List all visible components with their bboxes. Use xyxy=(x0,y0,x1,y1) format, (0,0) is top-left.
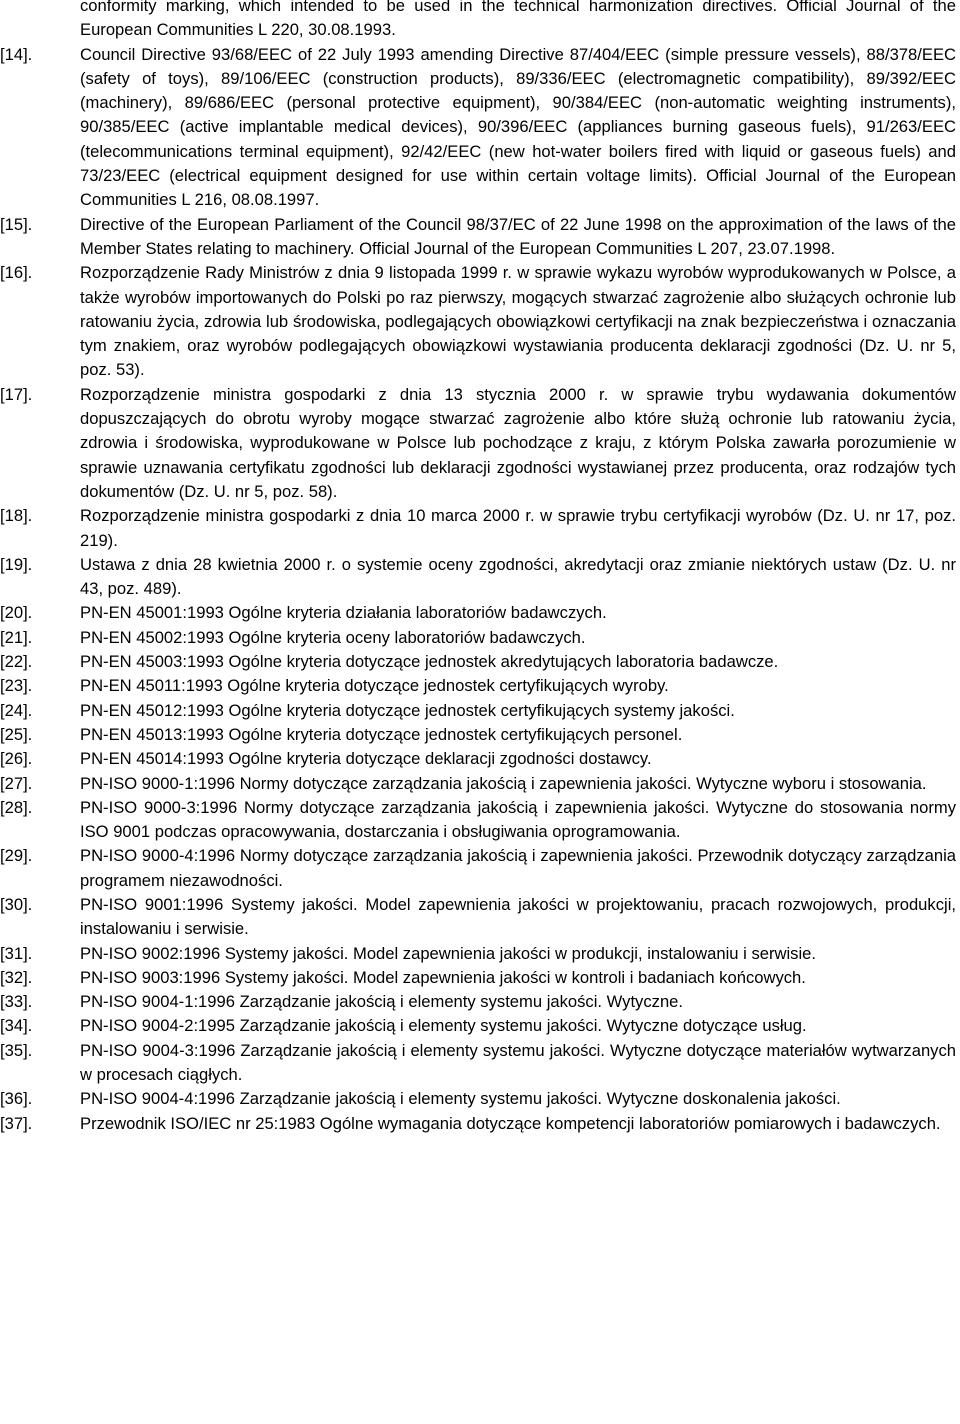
reference-item xyxy=(0,650,956,674)
reference-item xyxy=(0,0,956,43)
reference-number: [28]. xyxy=(0,797,33,817)
reference-text: PN-EN 45003:1993 Ogólne kryteria dotyczące jednostek akredytujących laboratoria badawcze. xyxy=(80,652,779,672)
reference-item xyxy=(0,1014,956,1038)
reference-item xyxy=(0,796,956,845)
reference-text: Council Directive 93/68/EEC of 22 July 1993 amending Directive 87/404/EEC (simple pressure vessels), 88/378/EEC (safety of toys), 89/106/EEC (construction products), 89/336/EEC (electromagnetic compatibility), 89/392/EEC (machinery), 89/686/EEC (personal protective equipment), 90/384/EEC (non-automatic weighting instruments), 90/385/EEC (active implantable medical devices), 90/396/EEC (appliances burning gaseous fuels), 91/263/EEC (telecommunications terminal equipment), 92/42/EEC (new hot-water boilers fired with liquid or gaseous fuels) and 73/23/EEC (electrical equipment designed for use within certain voltage limits). Official Journal of the European Communities L 216, 08.08.1997. xyxy=(80,44,956,210)
reference-item xyxy=(0,213,956,262)
reference-number: [37]. xyxy=(0,1113,33,1133)
reference-text: PN-ISO 9004-1:1996 Zarządzanie jakością i elementy systemu jakości. Wytyczne. xyxy=(80,992,684,1012)
reference-number: [31]. xyxy=(0,943,33,963)
reference-text: PN-EN 45002:1993 Ogólne kryteria oceny laboratoriów badawczych. xyxy=(80,627,586,647)
reference-text: PN-ISO 9004-4:1996 Zarządzanie jakością i elementy systemu jakości. Wytyczne doskonalenia jakości. xyxy=(80,1089,841,1109)
reference-number: [22]. xyxy=(0,652,33,672)
reference-item xyxy=(0,966,956,990)
reference-text: PN-ISO 9000-3:1996 Normy dotyczące zarządzania jakością i zapewnienia jakości. Wytyczne do stosowania normy ISO 9001 podczas opracowywania, dostarczania i obsługiwania oprogramowania. xyxy=(80,797,956,842)
reference-number: [33]. xyxy=(0,992,33,1012)
reference-number: [15]. xyxy=(0,214,33,234)
reference-number: [32]. xyxy=(0,967,33,987)
reference-number: [29]. xyxy=(0,846,33,866)
reference-number: [24]. xyxy=(0,700,33,720)
reference-number: [27]. xyxy=(0,773,33,793)
reference-number: [21]. xyxy=(0,627,33,647)
reference-item xyxy=(0,699,956,723)
reference-number: [16]. xyxy=(0,263,33,283)
reference-text: PN-ISO 9004-3:1996 Zarządzanie jakością i elementy systemu jakości. Wytyczne dotyczące materiałów wytwarzanych w procesach ciągłych. xyxy=(80,1040,956,1085)
reference-text: PN-EN 45001:1993 Ogólne kryteria działania laboratoriów badawczych. xyxy=(80,603,607,623)
reference-number: [30]. xyxy=(0,894,33,914)
reference-text: PN-ISO 9000-1:1996 Normy dotyczące zarządzania jakością i zapewnienia jakości. Wytyczne wyboru i stosowania. xyxy=(80,773,927,793)
reference-text: Directive of the European Parliament of the Council 98/37/EC of 22 June 1998 on the approximation of the laws of the Member States relating to machinery. Official Journal of the European Communities L 207, 23.07.1998. xyxy=(80,214,956,258)
reference-number: [19]. xyxy=(0,554,33,574)
reference-item xyxy=(0,990,956,1014)
reference-text: Rozporządzenie Rady Ministrów z dnia 9 listopada 1999 r. w sprawie wykazu wyrobów wyprodukowanych w Polsce, a także wyrobów importowanych do Polski po raz pierwszy, mogących stwarzać zagrożenie albo służących ochronie lub ratowaniu życia, zdrowia lub środowiska, podlegających obowiązkowi certyfikacji na znak bezpieczeństwa i oznaczania tym znakiem, oraz wyrobów podlegających obowiązkowi wystawiania producenta deklaracji zgodności (Dz. U. nr 5, poz. 53). xyxy=(80,263,956,380)
reference-item xyxy=(0,747,956,771)
reference-item xyxy=(0,893,956,942)
reference-item xyxy=(0,1112,956,1136)
reference-item xyxy=(0,383,956,504)
reference-text: Rozporządzenie ministra gospodarki z dnia 13 stycznia 2000 r. w sprawie trybu wydawania dokumentów dopuszczających do obrotu wyroby mogące stwarzać zagrożenie albo które służą ochronie lub ratowaniu życia, zdrowia i środowiska, wyprodukowane w Polsce lub pochodzące z kraju, z którym Polska zawarła porozumienie w sprawie uznawania certyfikatu zgodności lub deklaracji zgodności wystawianej przez producenta, oraz rodzajów tych dokumentów (Dz. U. nr 5, poz. 58). xyxy=(80,384,956,501)
reference-number: [35]. xyxy=(0,1040,33,1060)
reference-item xyxy=(0,553,956,602)
reference-text: PN-EN 45012:1993 Ogólne kryteria dotyczące jednostek certyfikujących systemy jakości. xyxy=(80,700,735,720)
reference-text: PN-ISO 9002:1996 Systemy jakości. Model zapewnienia jakości w produkcji, instalowaniu i serwisie. xyxy=(80,943,816,963)
reference-item xyxy=(0,1039,956,1088)
reference-item xyxy=(0,504,956,553)
reference-text: conformity marking, which intended to be used in the technical harmonization directives. Official Journal of the European Communities L 220, 30.08.1993. xyxy=(80,0,956,40)
reference-item xyxy=(0,723,956,747)
reference-text: Ustawa z dnia 28 kwietnia 2000 r. o systemie oceny zgodności, akredytacji oraz zmianie niektórych ustaw (Dz. U. nr 43, poz. 489). xyxy=(80,554,956,599)
reference-item xyxy=(0,772,956,796)
reference-item xyxy=(0,43,956,213)
reference-number: [25]. xyxy=(0,724,33,744)
reference-text: PN-EN 45011:1993 Ogólne kryteria dotyczące jednostek certyfikujących wyroby. xyxy=(80,676,669,696)
reference-item xyxy=(0,601,956,625)
reference-item xyxy=(0,674,956,698)
reference-number: [36]. xyxy=(0,1089,33,1109)
reference-text: PN-ISO 9000-4:1996 Normy dotyczące zarządzania jakością i zapewnienia jakości. Przewodnik dotyczący zarządzania programem niezawodności. xyxy=(80,846,956,890)
reference-item xyxy=(0,626,956,650)
reference-item xyxy=(0,844,956,893)
reference-number: [20]. xyxy=(0,603,33,623)
reference-item xyxy=(0,942,956,966)
reference-text: Rozporządzenie ministra gospodarki z dnia 10 marca 2000 r. w sprawie trybu certyfikacji wyrobów (Dz. U. nr 17, poz. 219). xyxy=(80,506,956,550)
reference-item xyxy=(0,1087,956,1111)
reference-text: Przewodnik ISO/IEC nr 25:1983 Ogólne wymagania dotyczące kompetencji laboratoriów pomiarowych i badawczych. xyxy=(80,1113,941,1133)
reference-text: PN-ISO 9004-2:1995 Zarządzanie jakością i elementy systemu jakości. Wytyczne dotyczące usług. xyxy=(80,1016,807,1036)
reference-number: [34]. xyxy=(0,1016,33,1036)
reference-number: [17]. xyxy=(0,384,33,404)
reference-number: [23]. xyxy=(0,676,33,696)
reference-number: [18]. xyxy=(0,506,33,526)
reference-text: PN-ISO 9001:1996 Systemy jakości. Model zapewnienia jakości w projektowaniu, pracach rozwojowych, produkcji, instalowaniu i serwisie. xyxy=(80,894,956,939)
reference-text: PN-EN 45014:1993 Ogólne kryteria dotyczące deklaracji zgodności dostawcy. xyxy=(80,749,652,769)
reference-text: PN-EN 45013:1993 Ogólne kryteria dotyczące jednostek certyfikujących personel. xyxy=(80,724,683,744)
reference-text: PN-ISO 9003:1996 Systemy jakości. Model zapewnienia jakości w kontroli i badaniach końcowych. xyxy=(80,967,806,987)
reference-number: [14]. xyxy=(0,44,33,64)
reference-number: [26]. xyxy=(0,749,33,769)
reference-item xyxy=(0,261,956,382)
